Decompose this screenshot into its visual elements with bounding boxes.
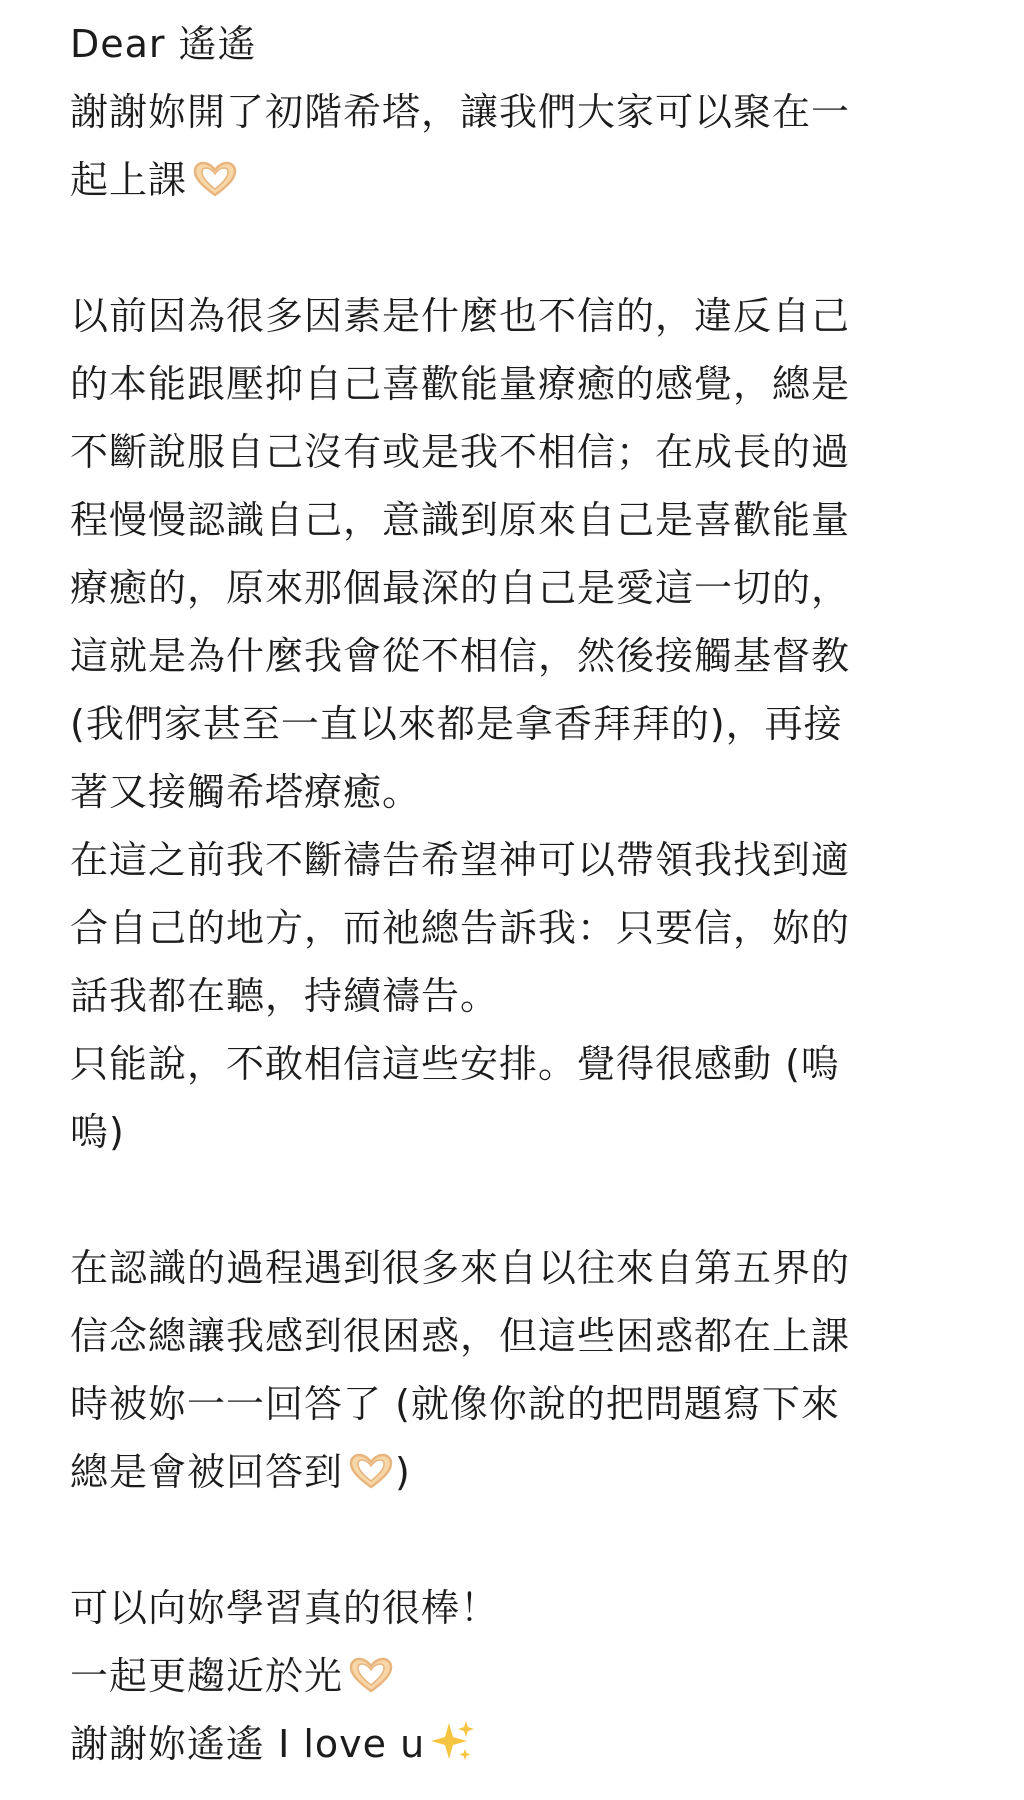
message-line: 信念總讓我感到很困惑，但這些困惑都在上課 <box>70 1314 851 1358</box>
paragraph-spacer <box>70 1166 960 1234</box>
message-line: 嗚) <box>70 1110 125 1154</box>
sparkles-icon <box>429 1719 475 1763</box>
message-line: 合自己的地方，而祂總告訴我：只要信，妳的 <box>70 906 851 950</box>
message-line: 程慢慢認識自己，意識到原來自己是喜歡能量 <box>70 498 851 542</box>
message-line: 這就是為什麼我會從不相信，然後接觸基督教 <box>70 634 851 678</box>
message-line: 著又接觸希塔療癒。 <box>70 770 422 814</box>
message-line: Dear 遙遙 <box>70 22 257 66</box>
message-line: 謝謝妳開了初階希塔，讓我們大家可以聚在一 <box>70 90 851 134</box>
heart-hands-icon <box>347 1453 395 1491</box>
message-line: 時被妳一一回答了 (就像你說的把問題寫下來 <box>70 1382 840 1426</box>
message-line: 以前因為很多因素是什麼也不信的，違反自己 <box>70 294 851 338</box>
message-line: 只能說，不敢相信這些安排。覺得很感動 (嗚 <box>70 1042 840 1086</box>
message-line: 不斷說服自己沒有或是我不相信；在成長的過 <box>70 430 851 474</box>
heart-hands-icon <box>347 1657 395 1695</box>
message-line: 的本能跟壓抑自己喜歡能量療癒的感覺，總是 <box>70 362 851 406</box>
paragraph-spacer <box>70 1506 960 1574</box>
message-line: 可以向妳學習真的很棒！ <box>70 1586 500 1630</box>
message-body <box>70 10 960 1778</box>
message-line: 起上課 <box>70 146 960 214</box>
message-line: 一起更趨近於光 <box>70 1642 960 1710</box>
message-line: (我們家甚至一直以來都是拿香拜拜的)，再接 <box>70 702 843 746</box>
message-line: 謝謝妳遙遙 I love u <box>70 1710 960 1778</box>
message-line: 總是會被回答到 ) <box>70 1450 411 1494</box>
paragraph-spacer <box>70 214 960 282</box>
message-line: 在認識的過程遇到很多來自以往來自第五界的 <box>70 1246 851 1290</box>
message-line: 療癒的，原來那個最深的自己是愛這一切的， <box>70 566 851 610</box>
heart-hands-icon <box>191 161 239 199</box>
message-line: 在這之前我不斷禱告希望神可以帶領我找到適 <box>70 838 851 882</box>
message-line: 話我都在聽，持續禱告。 <box>70 974 500 1018</box>
